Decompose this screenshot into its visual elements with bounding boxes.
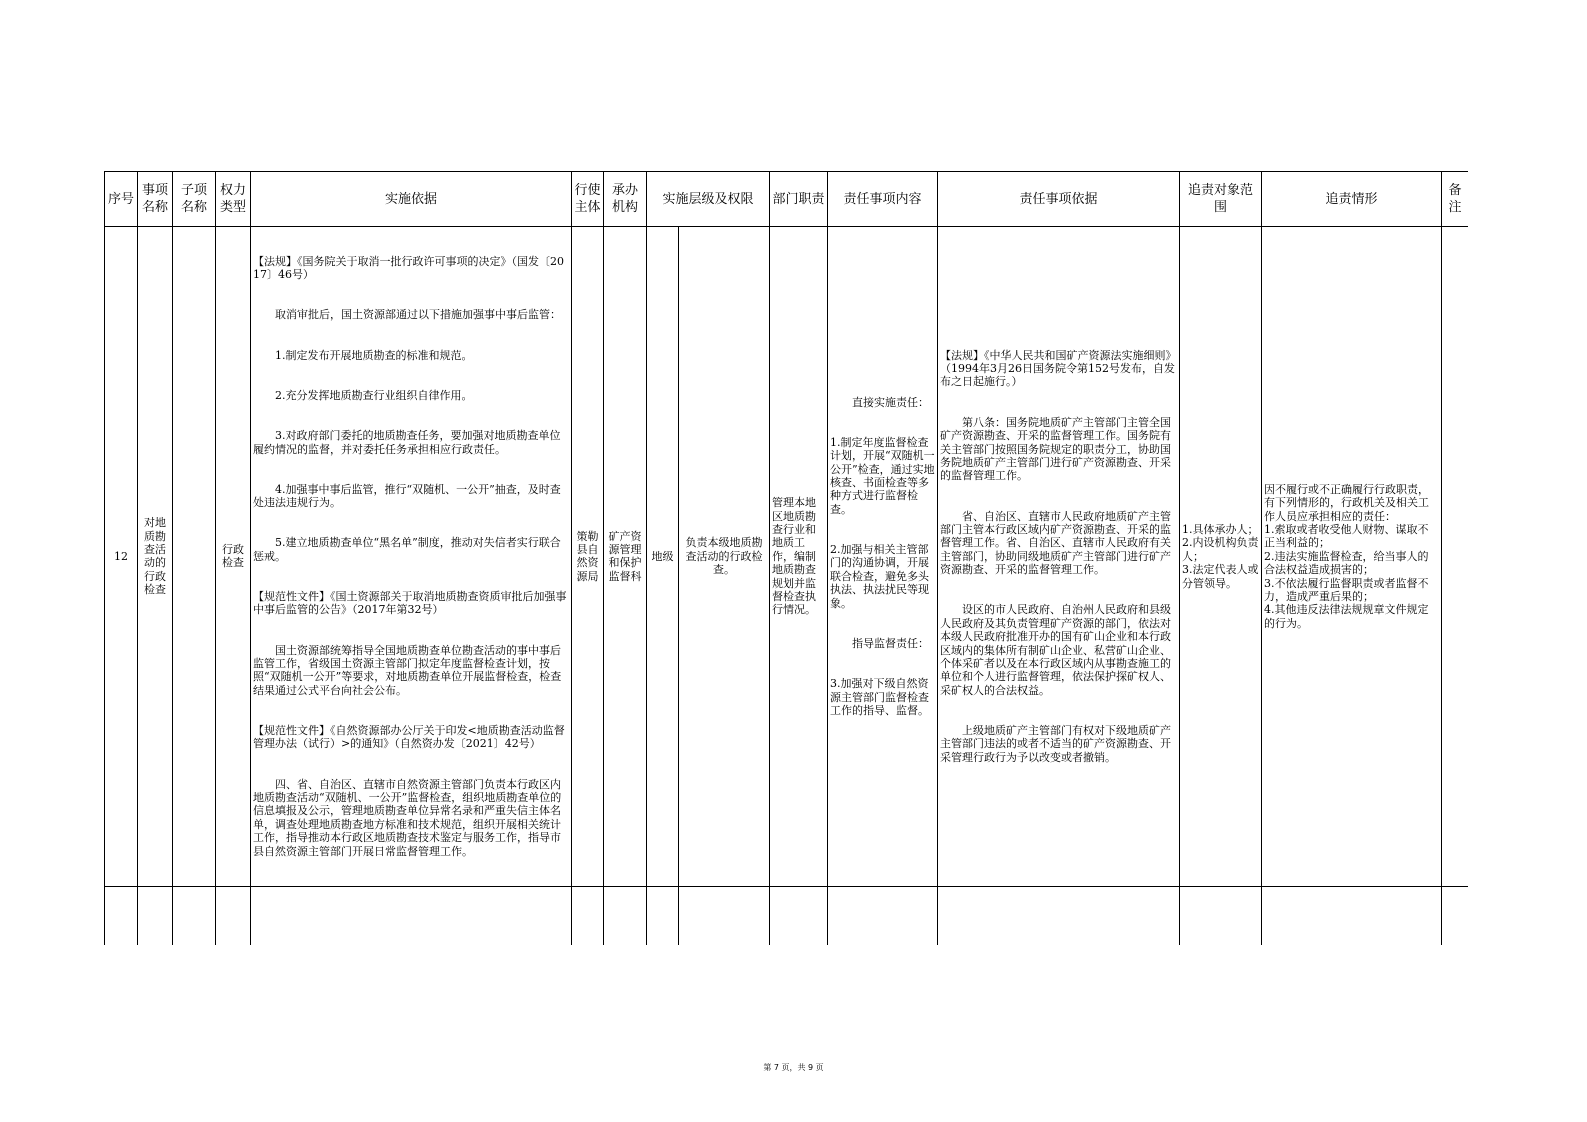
header-level: 实施层级及权限 — [647, 172, 770, 227]
cell-item-name: 对地质勘查活动的行政检查 — [138, 227, 173, 887]
cell-authority — [679, 886, 770, 945]
cell-no — [105, 886, 138, 945]
header-situations: 追责情形 — [1262, 172, 1442, 227]
cell-subject: 策勒县自然资源局 — [572, 227, 604, 887]
header-sub-item: 子项名称 — [173, 172, 216, 227]
basis-line: 四、省、自治区、直辖市自然资源主管部门负责本行政区内地质勘查活动“双随机、一公开”监督检查，组织地质勘查单位的信息填报及公示，管理地质勘查单位异常名录和严重失信主体名单，调查处理地质勘查地方标准和技术规范，组织开展相关统计工作，指导推动本行政区地质勘查技术鉴定与服务工作，指导市县自然资源主管部门开展日常监督管理工作。 — [253, 777, 562, 858]
header-no: 序号 — [105, 172, 138, 227]
content-basis-line: 第八条：国务院地质矿产主管部门主管全国矿产资源勘查、开采的监督管理工作。国务院有关主管部门按照国务院规定的职责分工，协助国务院地质矿产主管部门进行矿产资源勘查、开采的监督管理工作。 — [940, 415, 1172, 483]
page-footer: 第 7 页，共 9 页 — [763, 1063, 824, 1072]
cell-accountable: 1.具体承办人； 2.内设机构负责人； 3.法定代表人或分管领导。 — [1180, 227, 1262, 887]
cell-power-type — [216, 886, 251, 945]
cell-office — [604, 886, 647, 945]
cell-situations: 因不履行或不正确履行行政职责，有下列情形的，行政机关及相关工作人员应承担相应的责任： 1.索取或者收受他人财物、谋取不正当利益的； 2.违法实施监督检查，给当事人的合法权益造成损害的； 3.不依法履行监督职责或者监督不力，造成严重后果的； 4.其他违反法律法规规章文件规定的行为。 — [1262, 227, 1442, 887]
content-line: 3.加强对下级自然资源主管部门监督检查工作的指导、监督。 — [830, 677, 930, 717]
content-basis-line: 设区的市人民政府、自治州人民政府和县级人民政府及其负责管理矿产资源的部门，依法对本级人民政府批准开办的国有矿山企业和本行政区域内的集体所有制矿山企业、私营矿山企业、个体采矿者以及在本行政区域内从事勘查施工的单位和个人进行监督管理，依法保护探矿权人、采矿权人的合法权益。 — [940, 603, 1172, 697]
cell-note — [1442, 886, 1468, 945]
cell-basis — [251, 886, 572, 945]
content-basis-line: 【法规】《中华人民共和国矿产资源法实施细则》（1994年3月26日国务院令第152号发布，自发布之日起施行。） — [940, 348, 1177, 389]
cell-item-name — [138, 886, 173, 945]
basis-line: 3.对政府部门委托的地质勘查任务，要加强对地质勘查单位履约情况的监督，并对委托任务承担相应行政责任。 — [253, 429, 561, 456]
header-row — [105, 172, 1469, 227]
header-basis: 实施依据 — [251, 172, 572, 227]
table-row — [105, 886, 1469, 945]
table-row — [105, 227, 1469, 887]
header-content-basis: 责任事项依据 — [938, 172, 1180, 227]
basis-line: 【规范性文件】《自然资源部办公厅关于印发<地质勘查活动监督管理办法（试行）>的通知》（自然资办发〔2021〕42号） — [253, 724, 565, 751]
basis-line: 【规范性文件】《国土资源部关于取消地质勘查资质审批后加强事中事后监管的公告》（2017年第32号） — [253, 589, 567, 617]
cell-no: 12 — [105, 227, 138, 887]
cell-duty — [770, 886, 828, 945]
basis-line: 取消审批后，国土资源部通过以下措施加强事中事后监管： — [275, 308, 561, 322]
cell-basis — [251, 227, 572, 887]
header-office: 承办机构 — [604, 172, 647, 227]
cell-power-type: 行政检查 — [216, 227, 251, 887]
content-basis-line: 上级地质矿产主管部门有权对下级地质矿产主管部门违法的或者不适当的矿产资源勘查、开采管理行政行为予以改变或者撤销。 — [940, 724, 1172, 764]
cell-subject — [572, 886, 604, 945]
content-basis-line: 省、自治区、直辖市人民政府地质矿产主管部门主管本行政区域内矿产资源勘查、开采的监督管理工作。省、自治区、直辖市人民政府有关主管部门，协助同级地质矿产主管部门进行矿产资源勘查、开采的监督管理工作。 — [940, 509, 1172, 577]
header-accountable: 追责对象范围 — [1180, 172, 1262, 227]
responsibility-table — [104, 171, 1468, 945]
cell-duty: 管理本地区地质勘查行业和地质工作，编制地质勘查规划并监督检查执行情况。 — [770, 227, 828, 887]
header-power-type: 权力类型 — [216, 172, 251, 227]
cell-sub-item — [173, 227, 216, 887]
header-content: 责任事项内容 — [828, 172, 938, 227]
content-line: 1.制定年度监督检查计划，开展“双随机一公开”检查，通过实地核查、书面检查等多种方式进行监督检查。 — [830, 435, 935, 516]
catalog-table-sheet — [104, 171, 1468, 945]
basis-line: 1.制定发布开展地质勘查的标准和规范。 — [275, 348, 473, 362]
basis-line: 4.加强事中事后监管，推行“双随机、一公开”抽查，及时查处违法违规行为。 — [253, 482, 561, 510]
cell-note — [1442, 227, 1468, 887]
basis-line: 【法规】《国务院关于取消一批行政许可事项的决定》（国发〔2017〕46号） — [253, 254, 564, 282]
basis-line: 国土资源部统筹指导全国地质勘查单位勘查活动的事中事后监管工作，省级国土资源主管部门拟定年度监督检查计划，按照“双随机一公开”等要求，对地质勘查单位开展监督检查，检查结果通过公式平台向社会公布。 — [253, 643, 562, 697]
cell-situations — [1262, 886, 1442, 945]
content-line: 指导监督责任： — [852, 636, 930, 650]
header-subject: 行使主体 — [572, 172, 604, 227]
cell-authority: 负责本级地质勘查活动的行政检查。 — [679, 227, 770, 887]
cell-accountable — [1180, 886, 1262, 945]
content-line: 2.加强与相关主管部门的沟通协调，开展联合检查，避免多头执法、执法扰民等现象。 — [830, 543, 930, 610]
cell-content-basis — [938, 886, 1180, 945]
cell-level — [647, 886, 679, 945]
cell-sub-item — [173, 886, 216, 945]
content-line: 直接实施责任： — [852, 395, 930, 409]
basis-line: 2.充分发挥地质勘查行业组织自律作用。 — [275, 388, 473, 402]
basis-line: 5.建立地质勘查单位“黑名单”制度，推动对失信者实行联合惩戒。 — [253, 536, 561, 563]
cell-content — [828, 227, 938, 887]
cell-level: 地级 — [647, 227, 679, 887]
header-note: 备注 — [1442, 172, 1468, 227]
cell-office: 矿产资源管理和保护监督科 — [604, 227, 647, 887]
cell-content-basis — [938, 227, 1180, 887]
header-item-name: 事项名称 — [138, 172, 173, 227]
header-duty: 部门职责 — [770, 172, 828, 227]
cell-content — [828, 886, 938, 945]
